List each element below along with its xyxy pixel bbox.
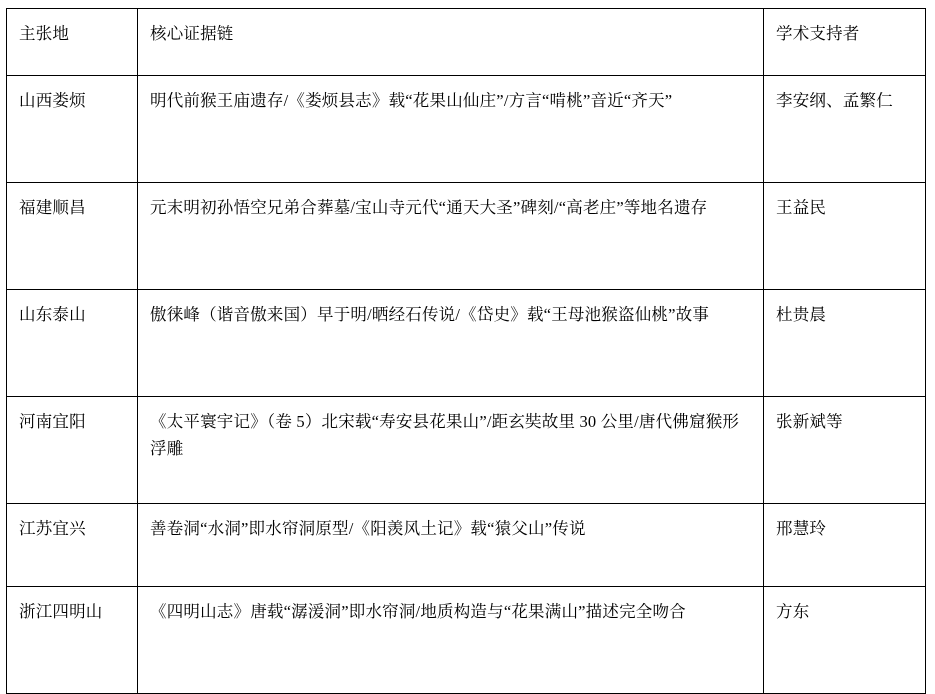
table-header — [7, 9, 926, 76]
table-row — [7, 504, 926, 587]
place-value: 山西娄烦 — [19, 91, 86, 110]
place-value: 浙江四明山 — [19, 602, 103, 621]
table-row — [7, 183, 926, 290]
table-body — [7, 76, 926, 694]
place-value: 河南宜阳 — [19, 412, 86, 431]
scholar-value: 邢慧玲 — [776, 519, 827, 538]
scholar-value: 杜贵晨 — [776, 305, 827, 324]
evidence-value: 明代前猴王庙遗存/《娄烦县志》载“花果山仙庄”/方言“啃桃”音近“齐天” — [150, 91, 673, 110]
cell-scholar — [764, 397, 926, 504]
cell-place — [7, 290, 138, 397]
table-row — [7, 587, 926, 694]
cell-place — [7, 183, 138, 290]
place-value: 福建顺昌 — [19, 198, 86, 217]
cell-scholar — [764, 183, 926, 290]
column-header-scholar — [764, 9, 926, 76]
evidence-value: 元末明初孙悟空兄弟合葬墓/宝山寺元代“通天大圣”碑刻/“高老庄”等地名遗存 — [150, 198, 708, 217]
table-row — [7, 290, 926, 397]
claims-table — [6, 8, 926, 694]
cell-place — [7, 587, 138, 694]
evidence-value: 《太平寰宇记》（卷 5）北宋载“寿安县花果山”/距玄奘故里 30 公里/唐代佛窟猴形浮雕 — [150, 412, 740, 458]
scholar-value: 李安纲、孟繁仁 — [776, 91, 893, 110]
evidence-value: 善卷洞“水洞”即水帘洞原型/《阳羡风土记》载“猿父山”传说 — [150, 519, 586, 538]
scholar-value: 王益民 — [776, 198, 827, 217]
cell-scholar — [764, 76, 926, 183]
table-row — [7, 76, 926, 183]
cell-evidence — [138, 504, 764, 587]
column-header-evidence-label: 核心证据链 — [150, 24, 234, 43]
cell-place — [7, 397, 138, 504]
cell-evidence — [138, 183, 764, 290]
cell-evidence — [138, 76, 764, 183]
scholar-value: 张新斌等 — [776, 412, 843, 431]
evidence-value: 傲徕峰（谐音傲来国）早于明/晒经石传说/《岱史》载“王母池猴盗仙桃”故事 — [150, 305, 710, 324]
column-header-place — [7, 9, 138, 76]
cell-scholar — [764, 587, 926, 694]
cell-place — [7, 504, 138, 587]
cell-scholar — [764, 290, 926, 397]
cell-evidence — [138, 290, 764, 397]
table-header-row — [7, 9, 926, 76]
cell-evidence — [138, 397, 764, 504]
place-value: 山东泰山 — [19, 305, 86, 324]
place-value: 江苏宜兴 — [19, 519, 86, 538]
cell-place — [7, 76, 138, 183]
evidence-value: 《四明山志》唐载“潺湲洞”即水帘洞/地质构造与“花果满山”描述完全吻合 — [150, 602, 686, 621]
column-header-evidence — [138, 9, 764, 76]
scholar-value: 方东 — [776, 602, 810, 621]
table-row — [7, 397, 926, 504]
document-page — [0, 8, 935, 681]
cell-scholar — [764, 504, 926, 587]
column-header-place-label: 主张地 — [19, 24, 70, 43]
cell-evidence — [138, 587, 764, 694]
column-header-scholar-label: 学术支持者 — [776, 24, 860, 43]
